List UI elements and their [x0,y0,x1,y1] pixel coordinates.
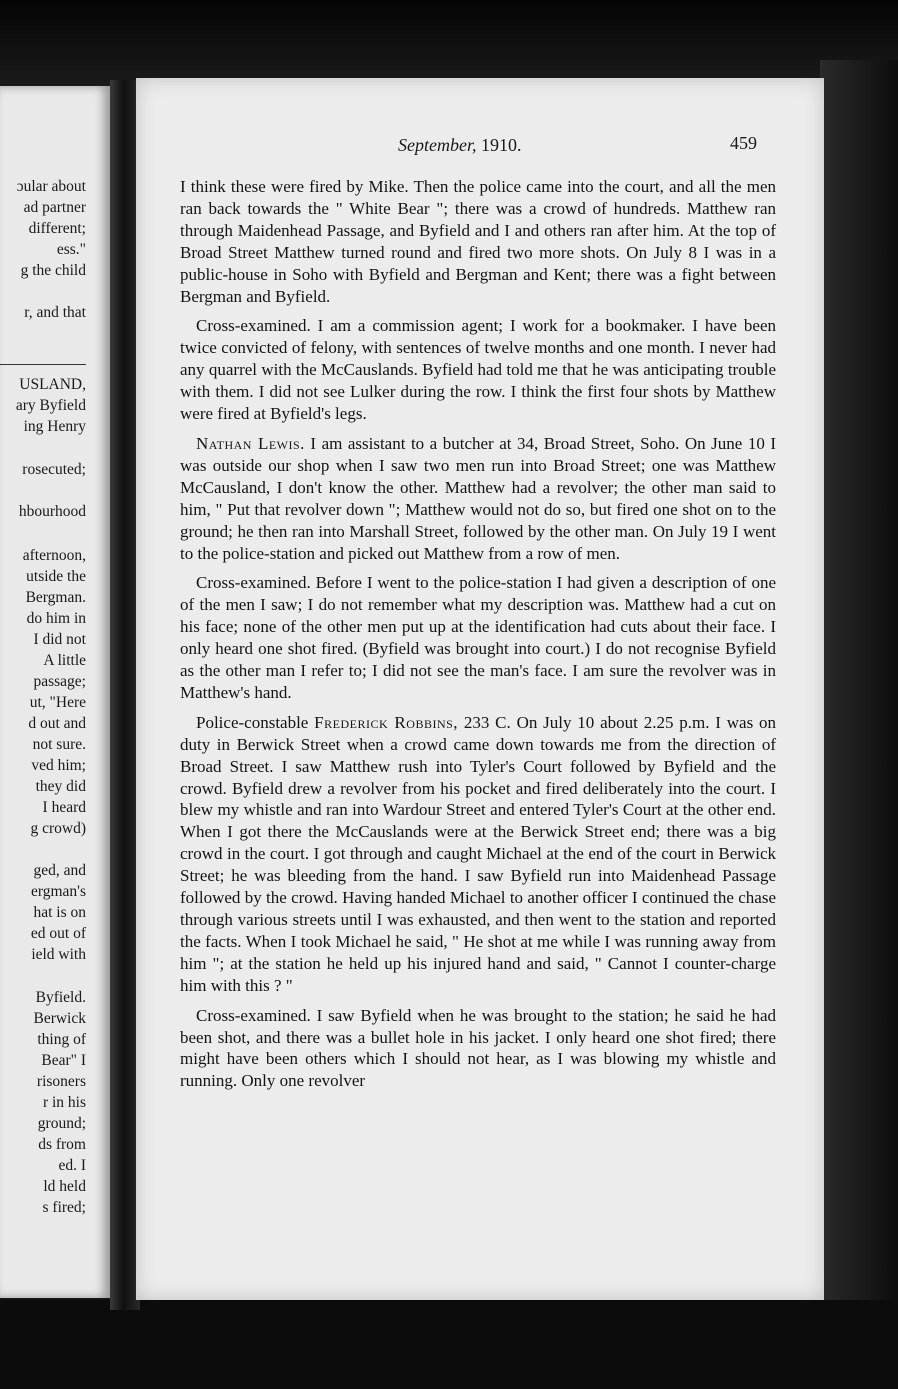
left-margin-fragment: ld held [43,1178,86,1195]
left-margin-fragment: risoners [36,1073,86,1090]
running-head-year: 1910. [480,135,522,155]
left-margin-fragment: s fired; [42,1199,86,1216]
left-margin-fragment: passage; [33,673,86,690]
left-margin-fragment: thing of [37,1031,86,1048]
left-page-fragment [0,86,110,1298]
paragraph-2-text: Cross-examined. I am a commission agent; I work for a bookmaker. I have been twice convicted of felony, with sentences of twelve months and one month. I never had any quarrel with the McCauslands. Byfield had told me that he was anticipating trouble with them. I did not see Lulker during the row. I think the first four shots by Matthew were fired at Byfield's legs. [180,316,776,424]
paragraph-5-text: 233 C. On July 10 about 2.25 p.m. I was on duty in Berwick Street when a crowd came down towards me from the direction of Broad Street. I saw Matthew rush into Tyler's Court followed by Byfield and the crowd. Byfield drew a revolver from his pocket and fired deliberately into the court. I blew my whistle and ran into Wardour Street and entered Tyler's Court at the other end. When I got there the McCauslands were at the Berwick Street end; there was a big crowd in the court. I got through and caught Michael at the end of the court in Berwick Street; he was bleeding from the hand. I saw Byfield run into Maidenhead Passage followed by the crowd. Having handed Michael to another officer I continued the chase through various streets until I was exhausted, and then went to the station and reported the facts. When I took Michael he said, " He shot at me while I was running away from him "; at the station he held up his injured hand and said, " Cannot I counter-charge him with this ? " [180,712,777,995]
left-margin-fragment: A little [43,652,86,669]
witness-name-nathan-lewis: Nathan Lewis. [196,433,305,453]
left-margin-fragment: Berwick [33,1010,86,1027]
right-page [136,78,824,1300]
left-margin-fragment: ing Henry [23,418,86,435]
left-margin-fragment: USLAND, [19,376,86,393]
left-margin-fragment: ved him; [31,757,86,774]
body-text [180,176,776,1100]
paragraph-3-text: I am assistant to a butcher at 34, Broad Street, Soho. On June 10 I was outside our shop when I saw two men run into Broad Street; one was Matthew McCausland, I don't know the other. Matthew had a revolver; the other man said to him, " Put that revolver down "; Matthew would not do so, but fired one shot on to the ground; he then ran into Marshall Street, followed by the other man. On July 19 I went to the police-station and picked out Matthew from a row of men. [180,433,776,563]
left-margin-fragment: d out and [28,715,86,732]
left-margin-fragment: hat is on [33,904,86,921]
left-margin-fragment: I did not [33,631,86,648]
left-margin-fragment: ed. I [58,1157,86,1174]
left-margin-fragment: ary Byfield [15,397,86,414]
paragraph-5-prefix: Police-constable [196,712,315,732]
left-margin-fragment: Bergman. [25,589,86,606]
running-head [398,135,521,156]
left-margin-fragment: ergman's [30,883,86,900]
left-margin-fragment: rosecuted; [22,461,86,478]
paragraph-1-text: I think these were fired by Mike. Then the police came into the court, and all the men ran back towards the " White Bear "; there was a crowd of hundreds. Matthew ran through Maidenhead Passage, and Byfield and I and others ran after him. At the top of Broad Street Matthew turned round and fired two more shots. On July 8 I was in a public-house in Soho with Byfield and Bergman and Kent; there was a fight between Bergman and Byfield. [180,177,776,306]
left-margin-fragment: ield with [31,946,86,963]
left-margin-fragment: ut, "Here [29,694,86,711]
left-margin-fragment: ed out of [30,925,86,942]
paragraph-3 [180,433,776,564]
left-margin-fragment: utside the [26,568,86,585]
paragraph-4-text: Cross-examined. Before I went to the police-station I had given a description of one of the men I saw; I do not remember what my description was. Matthew had a cut on his face; none of the other men put up at the identification had cuts about their face. I only heard one shot fired. (Byfield was brought into court.) I do not recognise Byfield as the other man I refer to; I did not see the man's face. I am sure the revolver was in Matthew's hand. [180,573,776,702]
left-margin-fragment: they did [35,778,86,795]
left-margin-fragment: r in his [42,1094,86,1111]
paragraph-2 [180,315,776,425]
left-margin-fragment: g the child [20,262,86,279]
left-margin-fragment: Byfield. [35,989,86,1006]
left-margin-fragment: r, and that [24,304,86,321]
left-margin-fragment: not sure. [32,736,86,753]
left-margin-fragment: afternoon, [22,547,86,564]
left-margin-fragment: ds from [38,1136,86,1153]
left-margin-fragment: ess." [56,241,86,258]
paragraph-1 [180,176,776,307]
witness-name-frederick-robbins: Frederick Robbins, [314,712,459,732]
scan-right-edge [820,60,898,1320]
left-page-rule [0,364,86,365]
left-margin-fragment: g crowd) [30,820,86,837]
running-head-month: September, [398,135,477,155]
left-margin-fragment: ground; [37,1115,86,1132]
left-margin-fragment: ad partner [23,199,86,216]
paragraph-6 [180,1005,776,1093]
left-margin-fragment: hbourhood [18,503,86,520]
paragraph-6-text: Cross-examined. I saw Byfield when he was brought to the station; he said he had been shot, and there was a bullet hole in his jacket. I only heard one shot fired; there might have been others which I should not hear, as I was blowing my whistle and running. Only one revolver [180,1005,776,1091]
left-margin-fragment: Bear" I [41,1052,86,1069]
paragraph-4 [180,572,776,703]
paragraph-5 [180,712,776,997]
left-margin-fragment: ɔular about [16,178,86,195]
left-margin-fragment: do him in [26,610,86,627]
page-number: 459 [730,133,757,153]
left-margin-fragment: different; [28,220,86,237]
left-margin-fragment: ged, and [33,862,86,879]
scan-bottom-edge [0,1300,898,1389]
left-margin-fragment: I heard [42,799,86,816]
